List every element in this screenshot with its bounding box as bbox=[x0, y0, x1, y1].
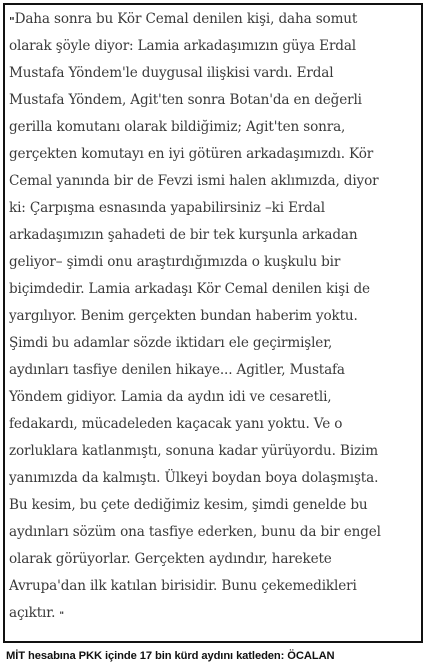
quote-line: biçimdedir. Lamia arkadaşı Kör Cemal denilen kişi de bbox=[9, 281, 370, 297]
quote-line: gerçekten komutayı en iyi götüren arkadaşımızdı. Kör bbox=[9, 146, 374, 162]
quote-line: olarak görüyorlar. Gerçekten aydındır, harekete bbox=[9, 551, 332, 567]
quote-line: yargılıyor. Benim gerçekten bundan haberim yoktu. bbox=[9, 308, 358, 324]
quote-line: Şimdi bu adamlar sözde iktidarı ele geçirmişler, bbox=[9, 335, 333, 351]
quote-line: gerilla komutanı olarak bildiğimiz; Agit'ten sonra, bbox=[9, 119, 346, 135]
quote-line: açıktır. " bbox=[9, 605, 64, 621]
quote-line: yanımızda da kalmıştı. Ülkeyi boydan boya dolaşmışta. bbox=[9, 470, 379, 486]
quote-line: Yöndem gidiyor. Lamia da aydın idi ve cesaretli, bbox=[9, 389, 332, 405]
caption: MİT hesabına PKK içinde 17 bin kürd aydını katleden: ÖCALAN bbox=[6, 650, 335, 662]
quote-line: ki: Çarpışma esnasında yapabilirsiniz –ki Erdal bbox=[9, 200, 325, 216]
quote-line: Cemal yanında bir de Fevzi ismi halen aklımızda, diyor bbox=[9, 173, 379, 189]
quote-line: aydınları tasfiye denilen hikaye... Agitler, Mustafa bbox=[9, 362, 345, 378]
quote-line: fedakardı, mücadeleden kaçacak yanı yoktu. Ve o bbox=[9, 416, 343, 432]
quote-line: olarak şöyle diyor: Lamia arkadaşımızın güya Erdal bbox=[9, 38, 356, 54]
quote-line: aydınları sözüm ona tasfiye ederken, bunu da bir engel bbox=[9, 524, 381, 540]
quote-line: "Daha sonra bu Kör Cemal denilen kişi, daha somut bbox=[9, 11, 358, 28]
quote-line: geliyor– şimdi onu araştırdığımızda o kuşkulu bir bbox=[9, 254, 341, 270]
quote-line: Mustafa Yöndem'le duygusal ilişkisi vardı. Erdal bbox=[9, 65, 334, 81]
quote-line: Avrupa'dan ilk katılan birisidir. Bunu çekemedikleri bbox=[9, 578, 357, 594]
quote-text bbox=[9, 6, 413, 627]
quote-line: Bu kesim, bu çete dediğimiz kesim, şimdi genelde bu bbox=[9, 497, 368, 513]
quote-line: Mustafa Yöndem, Agit'ten sonra Botan'da en değerli bbox=[9, 92, 362, 108]
close-quote-mark: " bbox=[59, 611, 64, 621]
open-quote-mark: " bbox=[9, 15, 15, 28]
quote-line: arkadaşımızın şahadeti de bir tek kurşunla arkadan bbox=[9, 227, 358, 243]
quote-line: zorluklara katlanmıştı, sonuna kadar yürüyordu. Bizim bbox=[9, 443, 378, 459]
